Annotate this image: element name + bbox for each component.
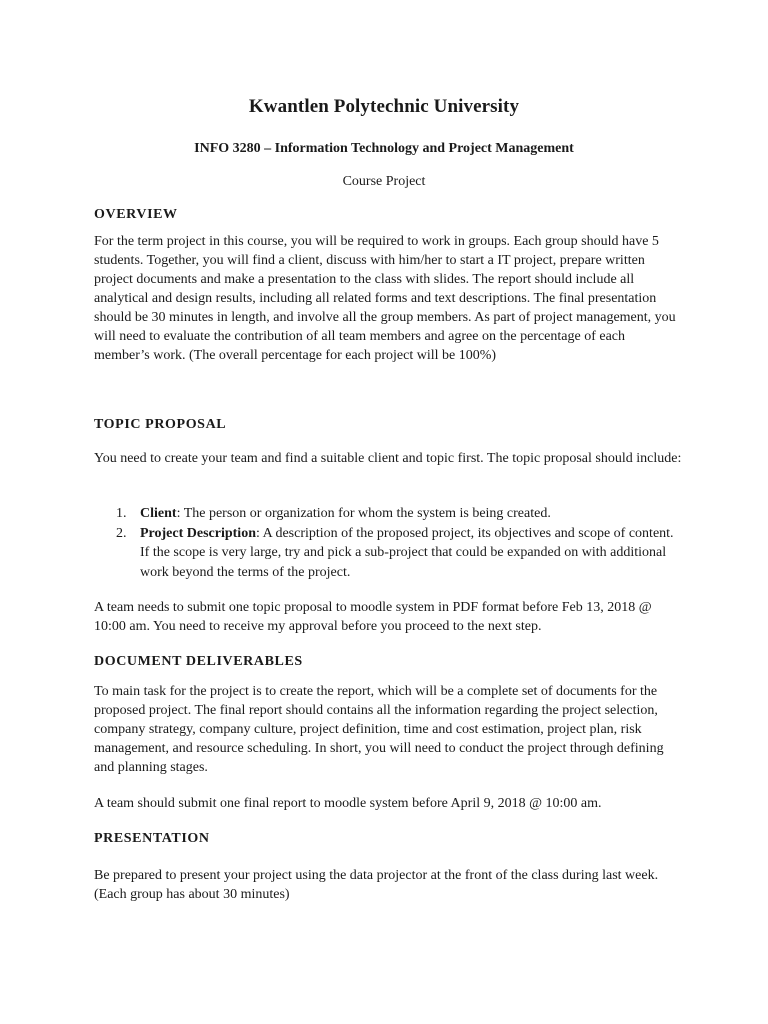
list-item-text: : The person or organization for whom the system is being created. bbox=[176, 506, 551, 521]
topic-proposal-heading: TOPIC PROPOSAL bbox=[94, 417, 227, 432]
list-item-label: Client bbox=[140, 506, 177, 521]
list-item-label: Project Description bbox=[140, 525, 256, 541]
course-subtitle: INFO 3280 – Information Technology and Project Management bbox=[194, 141, 574, 156]
document-deliverables-submission: A team should submit one final report to moodle system before April 9, 2018 @ 10:00 am. bbox=[94, 796, 602, 811]
presentation-paragraph: Be prepared to present your project using the data projector at the front of the class during last week. (Each group has about 30 minutes) bbox=[94, 868, 659, 902]
overview-paragraph: For the term project in this course, you will be required to work in groups. Each group should have 5 students. Together, you will find a client, discuss with him/her to start a IT project, prepare written project documents and make a presentation to the class with slides. The report should include all analytical and design results, including all related forms and text descriptions. The final presentation should be 30 minutes in length, and involve all the group members. As part of project management, you will need to evaluate the contribution of all team members and agree on the percentage of each member’s work. (The overall percentage for each project will be 100%) bbox=[94, 234, 676, 363]
list-item-text: : A description of the proposed project, its objectives and scope of content. If the scope is very large, try and pick a sub-project that could be expanded on with additional work beyond the terms of the project. bbox=[140, 525, 674, 580]
topic-proposal-list bbox=[94, 504, 684, 582]
list-number: 2. bbox=[116, 525, 127, 541]
list-item-client bbox=[94, 504, 684, 524]
document-deliverables-heading: DOCUMENT DELIVERABLES bbox=[94, 654, 303, 669]
topic-proposal-submission: A team needs to submit one topic proposal to moodle system in PDF format before Feb 13, 2018 @ 10:00 am. You need to receive my approval before you proceed to the next step. bbox=[94, 600, 652, 634]
document-deliverables-paragraph: To main task for the project is to create the report, which will be a complete set of documents for the proposed project. The final report should contains all the information regarding the project selection, company strategy, company culture, project definition, time and cost estimation, project plan, risk management, and resource scheduling. In short, you will need to conduct the project through defining and planning stages. bbox=[94, 684, 664, 775]
document-title: Kwantlen Polytechnic University bbox=[248, 96, 520, 117]
topic-proposal-intro: You need to create your team and find a suitable client and topic first. The topic proposal should include: bbox=[94, 451, 682, 466]
overview-heading: OVERVIEW bbox=[94, 207, 178, 222]
course-project-label: Course Project bbox=[342, 174, 426, 189]
list-item-project-description bbox=[94, 524, 684, 583]
presentation-heading: PRESENTATION bbox=[94, 831, 210, 846]
list-number: 1. bbox=[116, 506, 127, 521]
